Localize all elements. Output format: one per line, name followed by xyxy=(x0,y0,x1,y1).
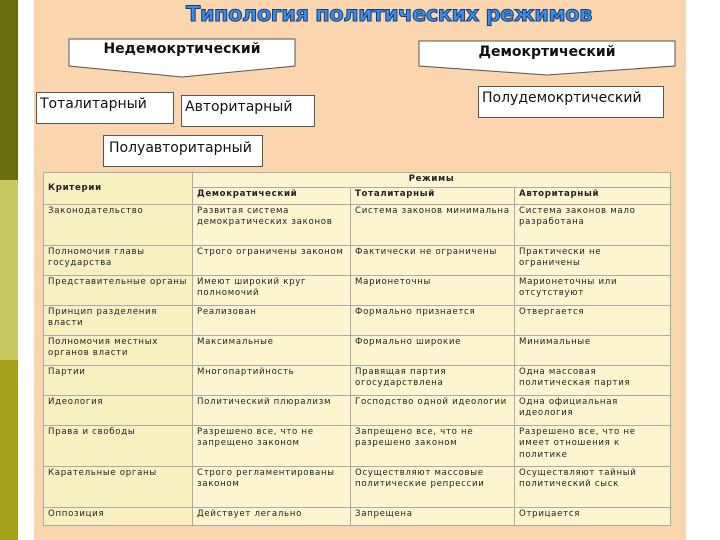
criterion-cell: Полномочия главы государства xyxy=(44,245,193,275)
table-row xyxy=(44,245,671,275)
table-cell: Правящая партия огосударствлена xyxy=(351,365,515,395)
column-header-totalitarian: Тоталитарный xyxy=(351,187,515,204)
side-stripe-top xyxy=(0,0,18,180)
side-stripe-bottom xyxy=(0,360,18,540)
semiauthoritarian-box: Полуавторитарный xyxy=(103,135,263,167)
slide-title: Типология политических режимов xyxy=(186,2,592,26)
totalitarian-box: Тоталитарный xyxy=(36,92,174,124)
table-cell: Многопартийность xyxy=(193,365,351,395)
criterion-cell: Законодательство xyxy=(44,204,193,245)
table-row xyxy=(44,335,671,365)
side-stripe-middle xyxy=(0,180,18,360)
table-row xyxy=(44,507,671,525)
table-cell: Разрешено все, что не имеет отношения к политике xyxy=(515,425,671,466)
table-cell: Фактически не ограничены xyxy=(351,245,515,275)
criterion-cell: Партии xyxy=(44,365,193,395)
table-cell: Строго регламентированы законом xyxy=(193,466,351,507)
table-cell: Система законов минимальна xyxy=(351,204,515,245)
democratic-label: Демокртический xyxy=(478,44,616,60)
table-cell: Имеют широкий круг полномочий xyxy=(193,275,351,305)
table-row xyxy=(44,305,671,335)
table-cell: Запрещена xyxy=(351,507,515,525)
table-cell: Формально широкие xyxy=(351,335,515,365)
table-row xyxy=(44,204,671,245)
criterion-cell: Права и свободы xyxy=(44,425,193,466)
column-header-authoritarian: Авторитарный xyxy=(515,187,671,204)
table-cell: Осуществляют массовые политические репрессии xyxy=(351,466,515,507)
semidemocratic-box: Полудемокртический xyxy=(478,86,664,118)
table-row xyxy=(44,365,671,395)
criterion-cell: Оппозиция xyxy=(44,507,193,525)
table-cell: Развитая система демократических законов xyxy=(193,204,351,245)
table-cell: Практически не ограничены xyxy=(515,245,671,275)
table-row xyxy=(44,275,671,305)
criterion-cell: Идеология xyxy=(44,395,193,425)
criterion-cell: Полномочия местных органов власти xyxy=(44,335,193,365)
table-cell: Осуществляют тайный политический сыск xyxy=(515,466,671,507)
table-cell: Максимальные xyxy=(193,335,351,365)
table-cell: Строго ограничены законом xyxy=(193,245,351,275)
table-cell: Марионеточны или отсутствуют xyxy=(515,275,671,305)
criterion-cell: Принцип разделения власти xyxy=(44,305,193,335)
table-cell: Реализован xyxy=(193,305,351,335)
table-cell: Система законов мало разработана xyxy=(515,204,671,245)
nondemocratic-box xyxy=(68,38,296,78)
table-row xyxy=(44,425,671,466)
table-cell: Отрицается xyxy=(515,507,671,525)
table-cell: Минимальные xyxy=(515,335,671,365)
table-cell: Формально признается xyxy=(351,305,515,335)
democratic-box xyxy=(418,40,676,76)
table-row xyxy=(44,395,671,425)
table-row xyxy=(44,466,671,507)
table-cell: Господство одной идеологии xyxy=(351,395,515,425)
regimes-header: Режимы xyxy=(193,173,671,188)
criterion-cell: Карательные органы xyxy=(44,466,193,507)
table-cell: Одна массовая политическая партия xyxy=(515,365,671,395)
table-cell: Марионеточны xyxy=(351,275,515,305)
table-cell: Разрешено все, что не запрещено законом xyxy=(193,425,351,466)
criteria-header: Критерии xyxy=(44,173,193,205)
table-header-row xyxy=(44,173,671,188)
authoritarian-box: Авторитарный xyxy=(181,95,315,127)
table-cell: Отвергается xyxy=(515,305,671,335)
regimes-table xyxy=(43,172,671,526)
table-cell: Запрещено все, что не разрешено законом xyxy=(351,425,515,466)
table-cell: Действует легально xyxy=(193,507,351,525)
nondemocratic-label: Недемокртический xyxy=(103,41,261,57)
table-cell: Политический плюрализм xyxy=(193,395,351,425)
column-header-democratic: Демократический xyxy=(193,187,351,204)
criterion-cell: Представительные органы xyxy=(44,275,193,305)
table-cell: Одна официальная идеология xyxy=(515,395,671,425)
